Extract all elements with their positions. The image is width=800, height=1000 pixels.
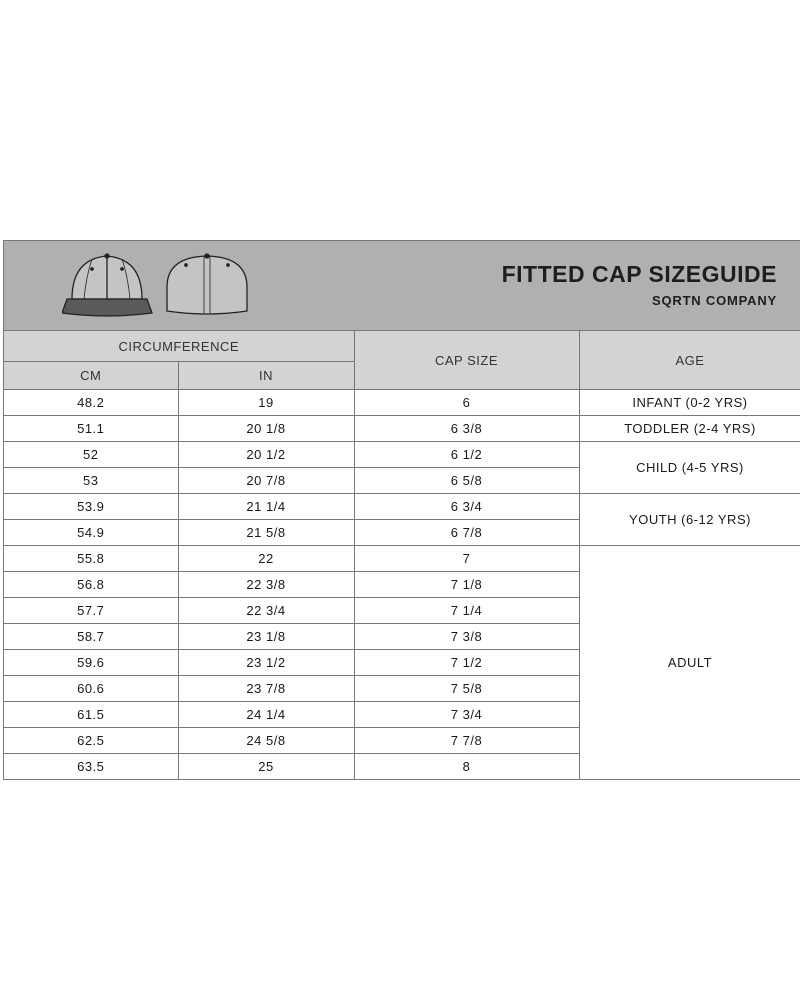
circumference-header: CIRCUMFERENCE — [4, 331, 354, 362]
age-group-cell: INFANT (0-2 YRS) — [579, 390, 800, 416]
cm-cell: 54.9 — [4, 520, 178, 546]
cap-size-cell: 7 1/4 — [354, 598, 579, 624]
in-cell: 23 7/8 — [178, 676, 354, 702]
cm-cell: 59.6 — [4, 650, 178, 676]
cm-cell: 53 — [4, 468, 178, 494]
cm-cell: 53.9 — [4, 494, 178, 520]
cap-size-header: CAP SIZE — [354, 331, 579, 390]
cap-size-cell: 6 — [354, 390, 579, 416]
cm-cell: 57.7 — [4, 598, 178, 624]
table-row — [4, 442, 800, 468]
table-row — [4, 546, 800, 572]
in-cell: 20 1/8 — [178, 416, 354, 442]
cap-size-cell: 8 — [354, 754, 579, 780]
size-table — [4, 331, 800, 780]
in-cell: 21 5/8 — [178, 520, 354, 546]
age-group-cell: ADULT — [579, 546, 800, 780]
age-group-cell: YOUTH (6-12 YRS) — [579, 494, 800, 546]
header-row — [4, 331, 800, 362]
in-cell: 24 1/4 — [178, 702, 354, 728]
cap-size-cell: 7 1/2 — [354, 650, 579, 676]
cm-cell: 63.5 — [4, 754, 178, 780]
cap-size-cell: 7 3/4 — [354, 702, 579, 728]
cap-size-cell: 6 7/8 — [354, 520, 579, 546]
cap-size-cell: 7 5/8 — [354, 676, 579, 702]
cm-cell: 62.5 — [4, 728, 178, 754]
age-group-cell: TODDLER (2-4 YRS) — [579, 416, 800, 442]
cm-cell: 61.5 — [4, 702, 178, 728]
cap-size-cell: 6 1/2 — [354, 442, 579, 468]
in-cell: 22 3/8 — [178, 572, 354, 598]
table-body — [4, 390, 800, 780]
in-cell: 23 1/8 — [178, 624, 354, 650]
cm-cell: 55.8 — [4, 546, 178, 572]
cm-cell: 51.1 — [4, 416, 178, 442]
header-banner — [4, 241, 800, 331]
in-cell: 24 5/8 — [178, 728, 354, 754]
cm-cell: 56.8 — [4, 572, 178, 598]
cap-size-cell: 6 3/8 — [354, 416, 579, 442]
cap-front-icon — [62, 254, 152, 316]
table-row — [4, 416, 800, 442]
cm-header: CM — [4, 362, 178, 390]
size-guide — [3, 240, 800, 780]
cm-cell: 60.6 — [4, 676, 178, 702]
in-cell: 22 3/4 — [178, 598, 354, 624]
cm-cell: 58.7 — [4, 624, 178, 650]
age-group-cell: CHILD (4-5 YRS) — [579, 442, 800, 494]
in-header: IN — [178, 362, 354, 390]
page-title: FITTED CAP SIZEGUIDE — [501, 261, 777, 287]
cap-size-cell: 7 7/8 — [354, 728, 579, 754]
cap-size-cell: 7 1/8 — [354, 572, 579, 598]
table-row — [4, 390, 800, 416]
in-cell: 21 1/4 — [178, 494, 354, 520]
cap-size-cell: 7 — [354, 546, 579, 572]
cap-size-cell: 6 5/8 — [354, 468, 579, 494]
in-cell: 25 — [178, 754, 354, 780]
in-cell: 20 1/2 — [178, 442, 354, 468]
cap-size-cell: 7 3/8 — [354, 624, 579, 650]
in-cell: 19 — [178, 390, 354, 416]
cap-illustrations — [62, 247, 262, 323]
in-cell: 22 — [178, 546, 354, 572]
cap-back-icon — [167, 254, 247, 314]
table-row — [4, 494, 800, 520]
age-header: AGE — [579, 331, 800, 390]
cm-cell: 52 — [4, 442, 178, 468]
cap-size-cell: 6 3/4 — [354, 494, 579, 520]
company-name: SQRTN COMPANY — [652, 293, 777, 308]
in-cell: 23 1/2 — [178, 650, 354, 676]
in-cell: 20 7/8 — [178, 468, 354, 494]
cm-cell: 48.2 — [4, 390, 178, 416]
